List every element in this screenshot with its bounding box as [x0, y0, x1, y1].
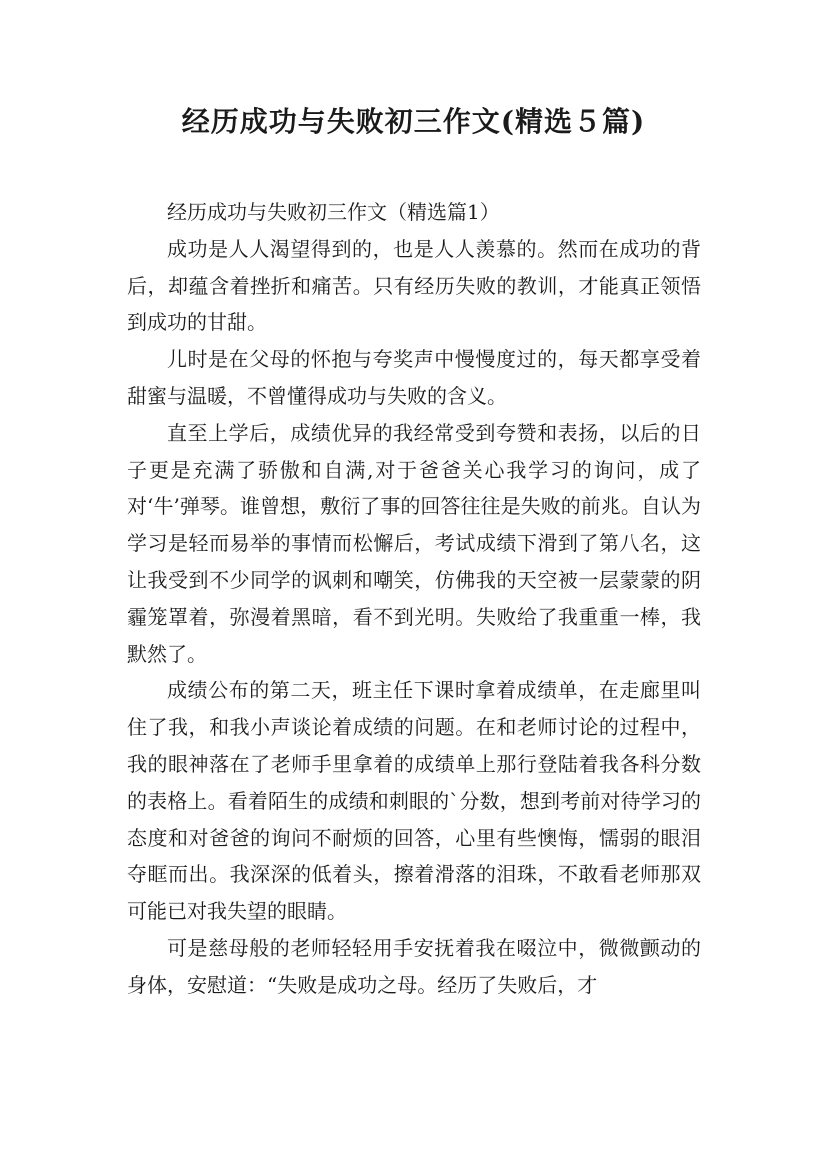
paragraph: 直至上学后，成绩优异的我经常受到夸赞和表扬，以后的日子更是充满了骄傲和自满,对于爸爸关心我学习的询问，成了对‘牛’弹琴。谁曾想，敷衍了事的回答往往是失败的前兆。自认为学习是轻而易举的事情而松懈后，考试成绩下滑到了第八名，这让我受到不少同学的讽刺和嘲笑，仿佛我的天空被一层蒙蒙的阴霾笼罩着，弥漫着黑暗，看不到光明。失败给了我重重一棒，我默然了。	[127, 420, 701, 666]
paragraph: 成功是人人渴望得到的，也是人人羡慕的。然而在成功的背后，却蕴含着挫折和痛苦。只有经历失败的教训，才能真正领悟到成功的甘甜。	[127, 236, 701, 335]
document-title: 经历成功与失败初三作文(精选５篇)	[181, 105, 646, 138]
section-heading: 经历成功与失败初三作文（精选篇1）	[167, 200, 500, 224]
paragraph: 成绩公布的第二天，班主任下课时拿着成绩单，在走廊里叫住了我，和我小声谈论着成绩的问题。在和老师讨论的过程中，我的眼神落在了老师手里拿着的成绩单上那行登陆着我各科分数的表格上。看着陌生的成绩和刺眼的`分数，想到考前对待学习的态度和对爸爸的询问不耐烦的回答，心里有些懊悔，懦弱的眼泪夺眶而出。我深深的低着头，擦着滑落的泪珠，不敢看老师那双可能已对我失望的眼睛。	[127, 678, 701, 924]
paragraph: 可是慈母般的老师轻轻用手安抚着我在啜泣中，微微颤动的身体，安慰道：“失败是成功之母。经历了失败后，才	[127, 935, 701, 997]
paragraph: 儿时是在父母的怀抱与夸奖声中慢慢度过的，每天都享受着甜蜜与温暖，不曾懂得成功与失败的含义。	[127, 347, 701, 408]
document-body	[127, 194, 701, 1004]
